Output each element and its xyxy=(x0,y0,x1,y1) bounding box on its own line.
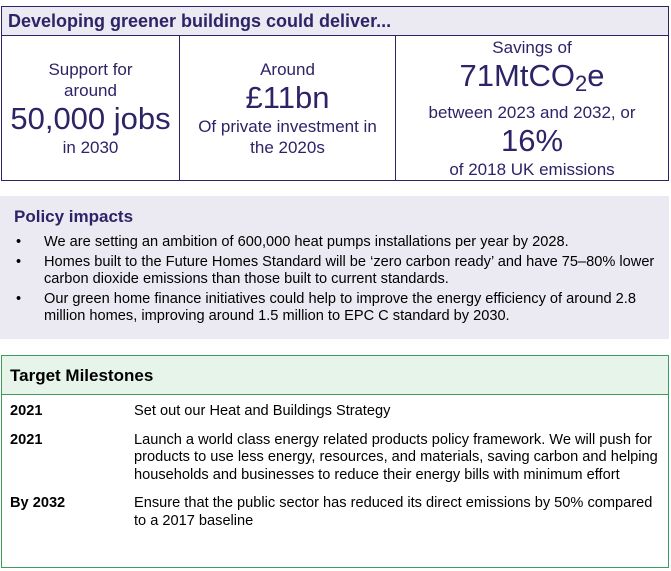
list-item xyxy=(14,254,655,289)
stat-investment-value: £11bn xyxy=(245,79,330,115)
stat-savings-value-sub: 2 xyxy=(574,70,588,96)
stat-jobs-line1: Support for xyxy=(48,59,133,79)
stat-savings-percent: 16% xyxy=(500,122,564,158)
stats-row xyxy=(2,36,668,180)
milestone-row xyxy=(2,403,668,421)
stat-savings-line1: Savings of xyxy=(492,37,572,57)
milestone-text: Ensure that the public sector has reduced its direct emissions by 50% compared to a 2017 baseline xyxy=(134,495,653,529)
milestones-title: Target Milestones xyxy=(2,356,668,395)
stat-savings xyxy=(396,36,668,180)
milestone-text: Set out our Heat and Buildings Strategy xyxy=(134,403,391,419)
milestone-row xyxy=(2,432,668,485)
stat-investment-line1: Around xyxy=(260,59,315,79)
deliver-box xyxy=(1,6,669,181)
stat-jobs-line2: around xyxy=(64,80,117,100)
policy-item-text: We are setting an ambition of 600,000 heat pumps installations per year by 2028. xyxy=(44,234,569,250)
milestone-year: 2021 xyxy=(10,403,43,419)
stat-savings-line3: between 2023 and 2032, or xyxy=(428,102,636,122)
stat-savings-value-main: 71MtCO xyxy=(459,57,575,93)
bullet-icon: • xyxy=(16,234,22,250)
policy-impacts-panel xyxy=(0,196,669,339)
policy-item-text: Homes built to the Future Homes Standard will be ‘zero carbon ready’ and have 75–80% lower carbon dioxide emissions than those built to current standards. xyxy=(44,253,655,287)
policy-list xyxy=(14,234,655,326)
deliver-title: Developing greener buildings could deliver... xyxy=(2,7,668,36)
stat-investment-line4: the 2020s xyxy=(250,137,325,157)
milestone-text: Launch a world class energy related products policy framework. We will push for products to use less energy, resources, and materials, saving carbon and helping households and businesses to reduce their energy bills with minimum effort xyxy=(134,431,658,483)
stat-investment xyxy=(180,36,396,180)
bullet-icon: • xyxy=(16,290,22,307)
stat-investment-line3: Of private investment in xyxy=(198,116,377,136)
stat-jobs-value: 50,000 jobs xyxy=(10,100,171,136)
bullet-icon: • xyxy=(16,253,22,270)
policy-title: Policy impacts xyxy=(14,207,134,226)
milestone-year: 2021 xyxy=(10,431,43,448)
milestone-year: By 2032 xyxy=(10,495,66,511)
stat-savings-value xyxy=(460,58,605,102)
policy-item-text: Our green home finance initiatives could help to improve the energy efficiency of around 2.8 million homes, improving around 1.5 million to EPC C standard by 2030. xyxy=(44,290,636,324)
stat-jobs-line4: in 2030 xyxy=(62,137,119,157)
list-item xyxy=(14,291,655,326)
stat-savings-line5: of 2018 UK emissions xyxy=(449,159,615,179)
milestone-row xyxy=(2,495,668,530)
list-item xyxy=(14,234,655,252)
stat-jobs xyxy=(2,36,180,180)
stat-savings-value-suffix: e xyxy=(587,57,605,93)
milestones-box xyxy=(1,355,669,568)
